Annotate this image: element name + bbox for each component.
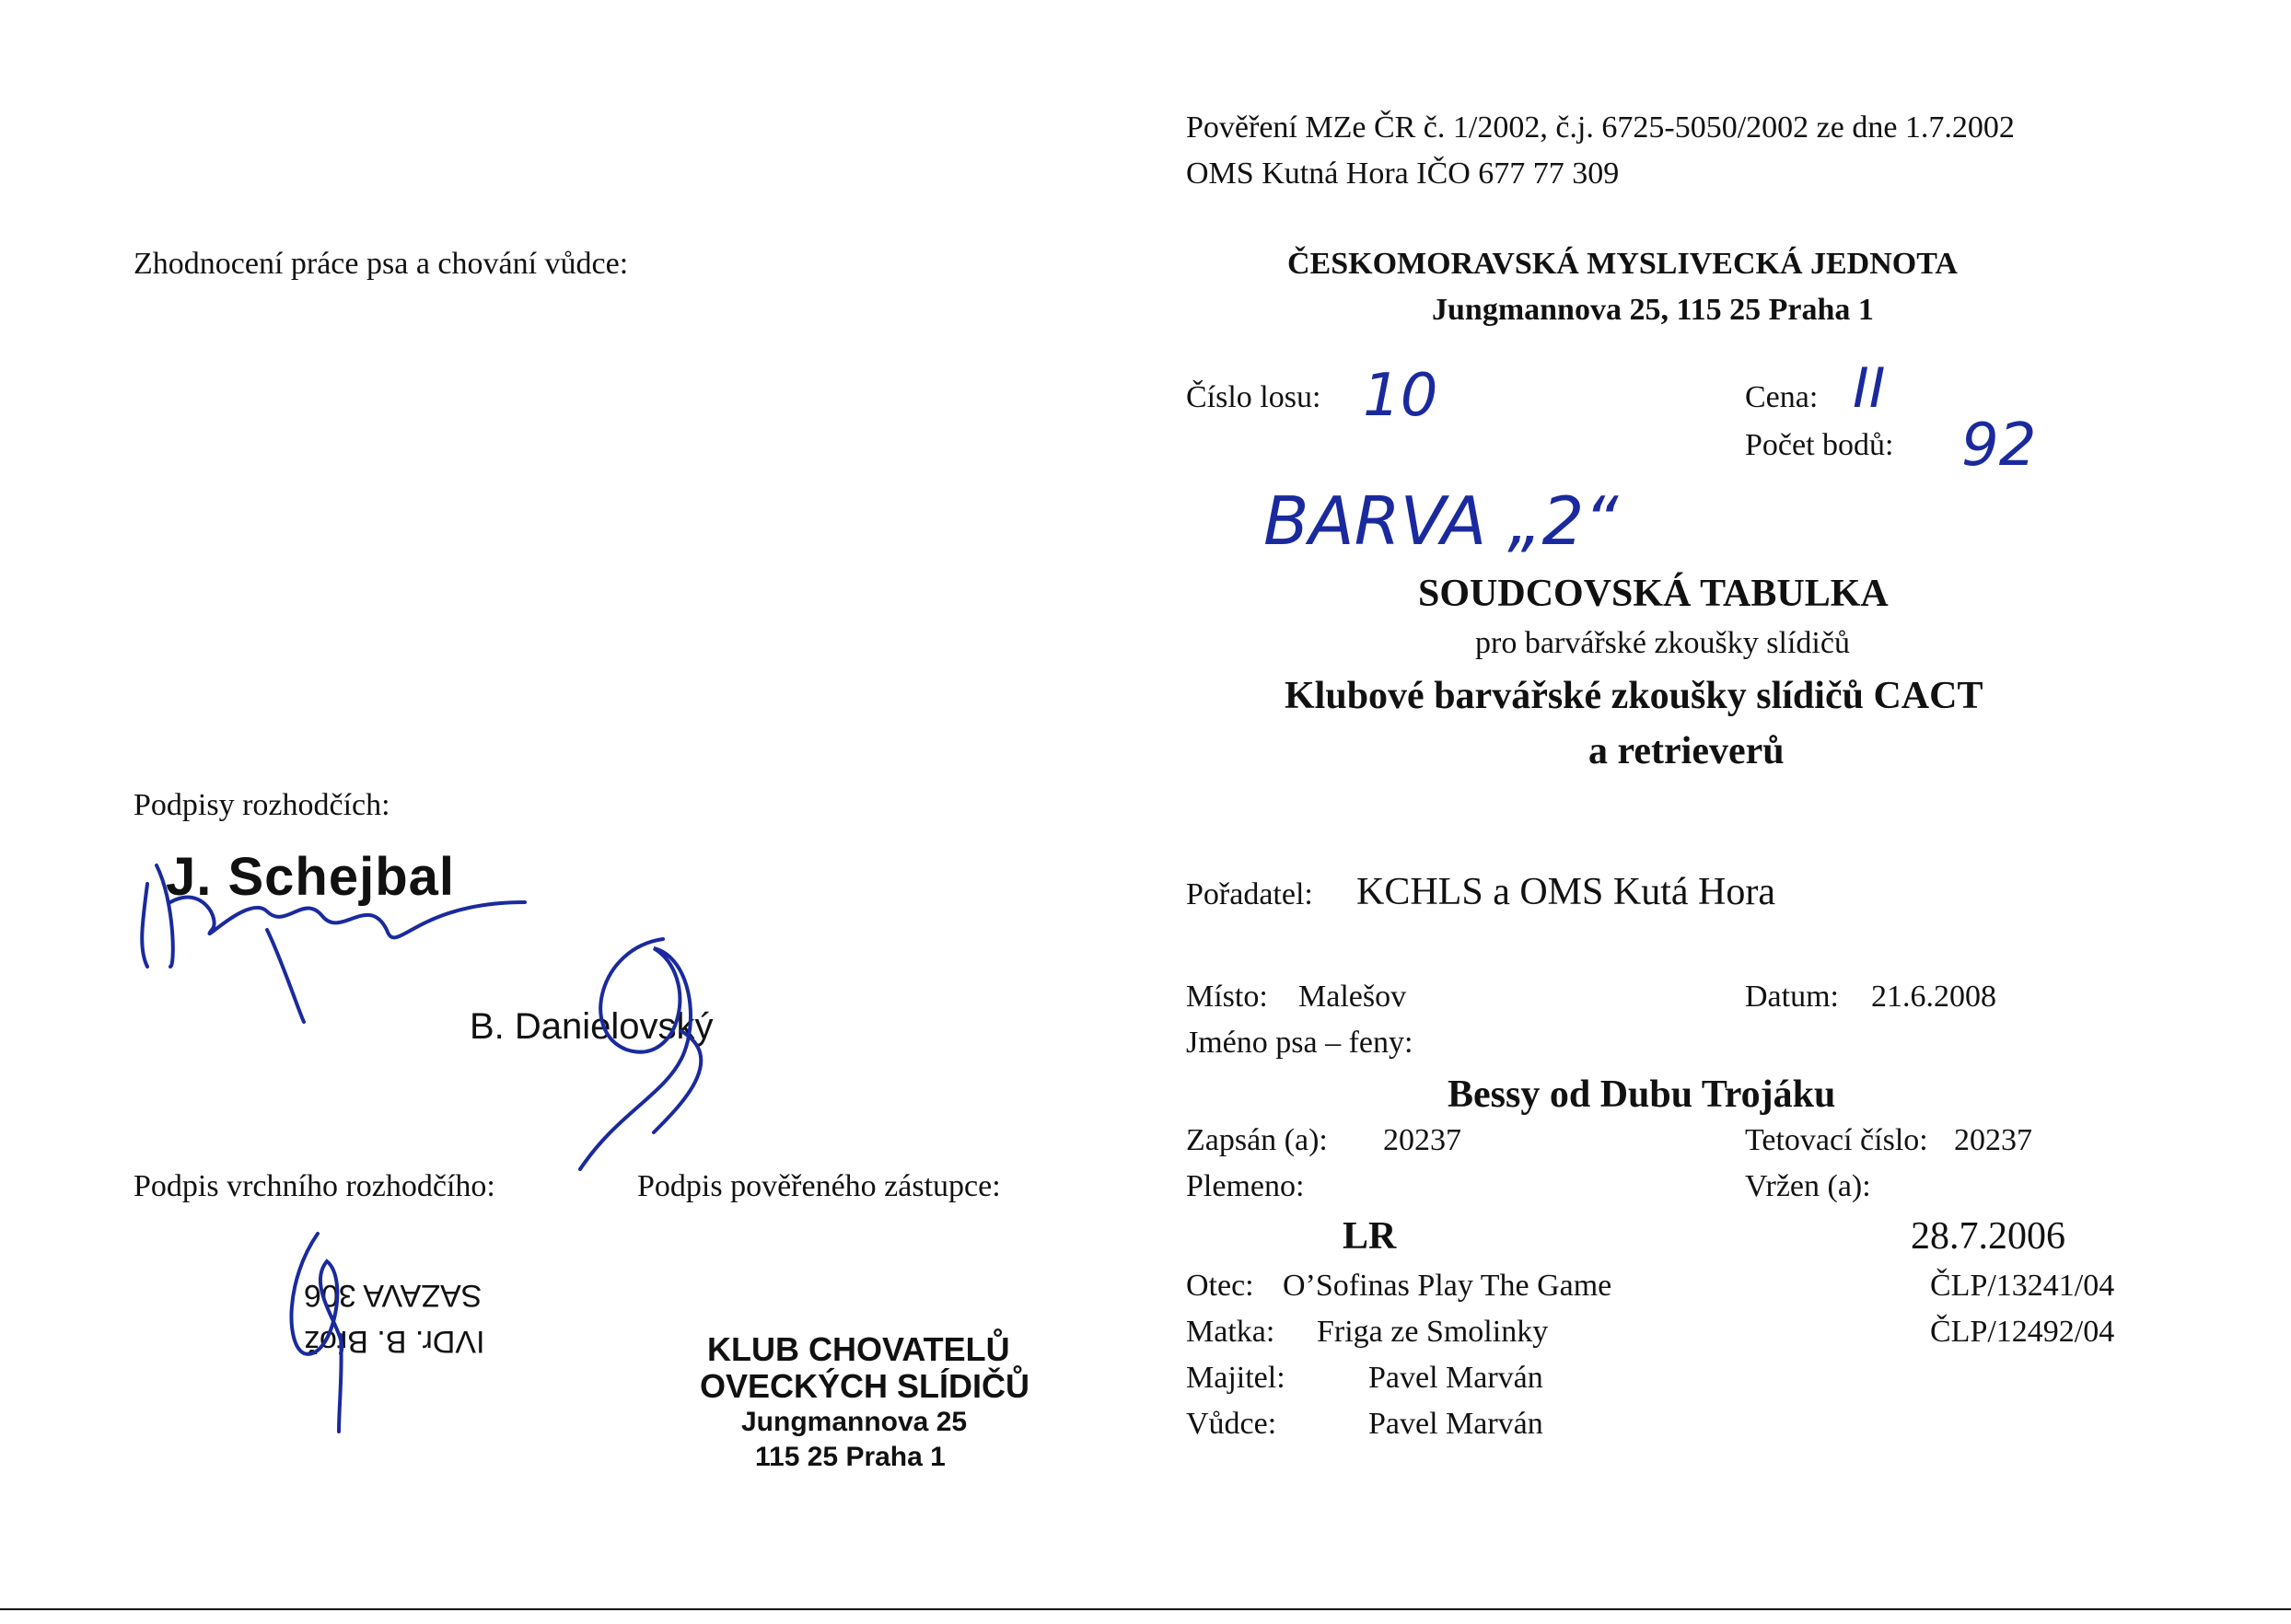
prize-value: II — [1853, 356, 1886, 421]
dam-value: Friga ze Smolinky — [1317, 1315, 1549, 1349]
points-label: Počet bodů: — [1745, 428, 1894, 462]
club-stamp-line2: OVECKÝCH SLÍDIČŮ — [700, 1367, 1030, 1405]
handler-value: Pavel Marván — [1368, 1407, 1543, 1441]
dog-name-label: Jméno psa – feny: — [1186, 1026, 1413, 1060]
authorization-line2: OMS Kutná Hora IČO 677 77 309 — [1186, 157, 1620, 191]
chief-judge-signature-label: Podpis vrchního rozhodčího: — [134, 1169, 495, 1203]
authorization-line1: Pověření MZe ČR č. 1/2002, č.j. 6725-5050/2002 ze dne 1.7.2002 — [1186, 110, 2015, 145]
event-name-line2: a retrieverů — [1588, 730, 1785, 772]
owner-value: Pavel Marván — [1368, 1361, 1543, 1395]
judges-signatures-label: Podpisy rozhodčích: — [134, 788, 390, 822]
born-value: 28.7.2006 — [1911, 1215, 2065, 1258]
organizer-value: KCHLS a OMS Kutá Hora — [1356, 871, 1775, 913]
dam-registration: ČLP/12492/04 — [1930, 1315, 2115, 1349]
date-label: Datum: — [1745, 980, 1839, 1014]
document-title: SOUDCOVSKÁ TABULKA — [1418, 573, 1889, 615]
club-stamp-line4: 115 25 Praha 1 — [755, 1442, 946, 1472]
date-value: 21.6.2008 — [1871, 980, 1996, 1014]
bottom-border-line — [0, 1608, 2291, 1610]
judge2-name-stamp: B. Danielovský — [470, 1006, 714, 1047]
chief-judge-stamp-line2: IVDr. B. Brož — [304, 1324, 485, 1359]
event-name-line1: Klubové barvářské zkoušky slídičů CACT — [1285, 675, 1983, 717]
registered-value: 20237 — [1383, 1123, 1461, 1157]
lot-number-label: Číslo losu: — [1186, 380, 1321, 414]
chief-judge-stamp-line1: SAZAVA 306 — [304, 1278, 483, 1313]
points-value: 92 — [1961, 412, 2037, 480]
registered-label: Zapsán (a): — [1186, 1123, 1328, 1157]
handler-label: Vůdce: — [1186, 1407, 1277, 1441]
judge2-signature — [543, 921, 755, 1178]
delegate-signature-label: Podpis pověřeného zástupce: — [637, 1169, 1001, 1203]
sire-value: O’Sofinas Play The Game — [1283, 1269, 1612, 1303]
lot-number-value: 10 — [1363, 362, 1438, 430]
breed-label: Plemeno: — [1186, 1169, 1305, 1203]
sire-label: Otec: — [1186, 1269, 1254, 1303]
owner-label: Majitel: — [1186, 1361, 1285, 1395]
chief-judge-signature — [276, 1224, 387, 1436]
dog-name-value: Bessy od Dubu Trojáku — [1448, 1073, 1836, 1116]
club-stamp-line3: Jungmannova 25 — [741, 1407, 968, 1437]
evaluation-label: Zhodnocení práce psa a chování vůdce: — [134, 247, 629, 281]
document-subtitle: pro barvářské zkoušky slídičů — [1475, 626, 1850, 660]
organizer-label: Pořadatel: — [1186, 877, 1313, 911]
tattoo-label: Tetovací číslo: — [1745, 1123, 1928, 1157]
club-stamp-line1: KLUB CHOVATELŮ — [707, 1330, 1010, 1368]
breed-value: LR — [1343, 1215, 1397, 1258]
tattoo-value: 20237 — [1954, 1123, 2032, 1157]
place-value: Malešov — [1298, 980, 1407, 1014]
sire-registration: ČLP/13241/04 — [1930, 1269, 2115, 1303]
born-label: Vržen (a): — [1745, 1169, 1871, 1203]
handwritten-note: BARVA „2“ — [1263, 482, 1619, 560]
dam-label: Matka: — [1186, 1315, 1275, 1349]
prize-label: Cena: — [1745, 380, 1819, 414]
place-label: Místo: — [1186, 980, 1268, 1014]
judge1-name-stamp: J. Schejbal — [166, 847, 456, 907]
organization-address: Jungmannova 25, 115 25 Praha 1 — [1432, 293, 1874, 327]
organization-name: ČESKOMORAVSKÁ MYSLIVECKÁ JEDNOTA — [1287, 247, 1958, 281]
